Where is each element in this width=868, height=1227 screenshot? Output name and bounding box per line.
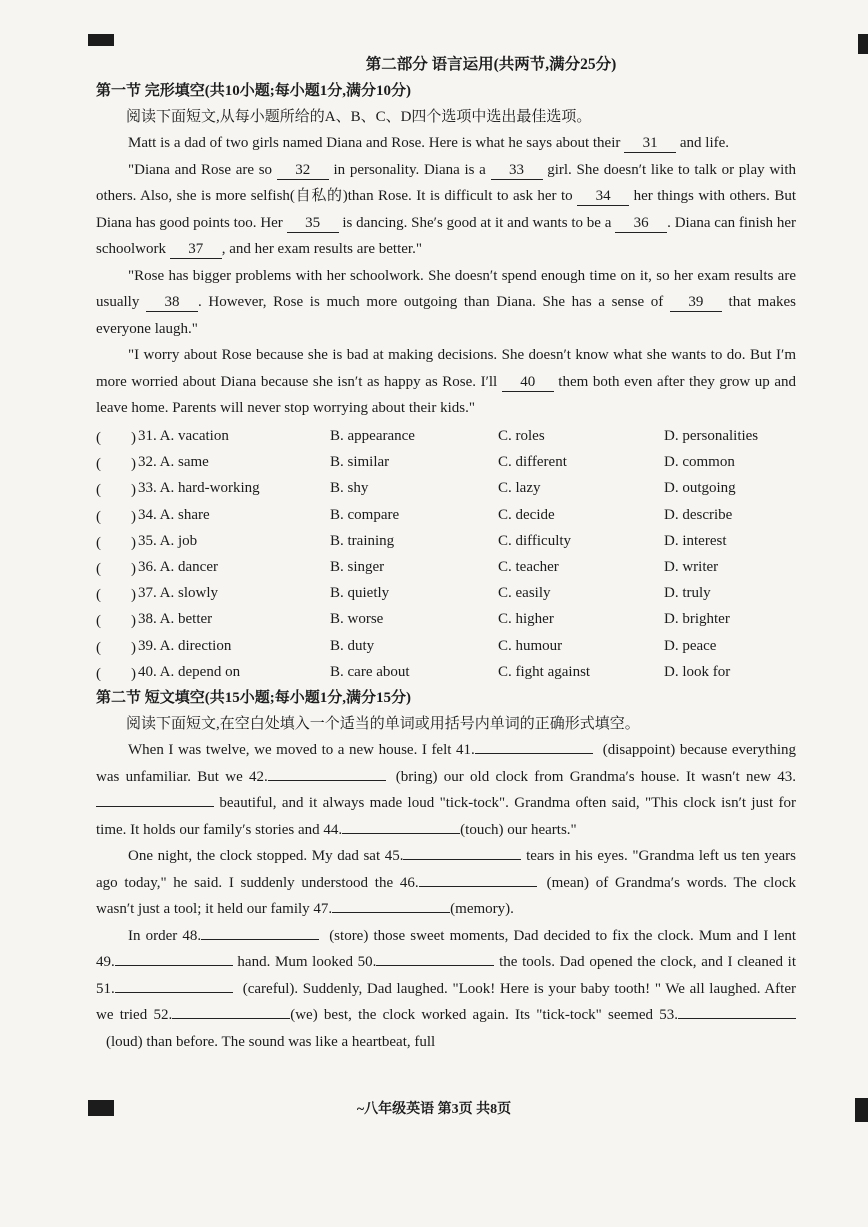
option-c: C. different [498, 454, 567, 471]
text-run: One night, the clock stopped. My dad sat 45. [128, 848, 404, 865]
answer-paren[interactable]: ( ) [96, 534, 136, 551]
option-row [96, 581, 796, 607]
blank-33[interactable]: 33 [491, 161, 543, 180]
option-row [96, 554, 796, 580]
text-run: our old clock from Grandma′s house. It wasn′t new 43. [437, 768, 796, 785]
hint-44: (touch) [460, 821, 504, 838]
blank-47[interactable] [332, 912, 450, 913]
option-d: D. common [664, 454, 735, 471]
blank-39[interactable]: 39 [670, 293, 722, 312]
text-run: When I was twelve, we moved to a new house. I felt 41. [128, 742, 475, 759]
text-run: . Diana can finish her schoolwork [96, 214, 796, 257]
section1-instruction: 阅读下面短文,从每小题所给的A、B、C、D四个选项中选出最佳选项。 [126, 109, 592, 125]
option-a: 36. A. dancer [138, 559, 218, 576]
option-d: D. describe [664, 506, 733, 523]
text-run: "Rose has bigger problems with her schoolwork. She doesn′t spend enough time on it, so her exam results are usually [96, 267, 796, 310]
option-a: 39. A. direction [138, 637, 232, 654]
option-row [96, 450, 796, 476]
blank-35[interactable]: 35 [287, 214, 339, 233]
text-run: . [510, 901, 514, 918]
option-d: D. peace [664, 637, 717, 654]
blank-34[interactable]: 34 [577, 187, 629, 206]
option-d: D. interest [664, 532, 727, 549]
blank-44[interactable] [342, 833, 460, 834]
option-a: 38. A. better [138, 611, 213, 628]
text-run: is dancing. She′s good at it and wants to be a [338, 214, 616, 231]
blank-31[interactable]: 31 [624, 134, 676, 153]
hint-46: (mean) [546, 874, 590, 891]
cloze-paragraph [96, 342, 796, 422]
answer-paren[interactable]: ( ) [96, 456, 136, 473]
text-run: , and her exam results are better." [221, 241, 422, 257]
cloze-paragraph [96, 130, 796, 157]
text-run: . However, Rose is much more outgoing than Diana. She has a sense of [197, 294, 670, 310]
option-b: B. duty [330, 637, 375, 654]
option-a: 40. A. depend on [138, 663, 241, 680]
option-c: C. roles [498, 428, 545, 445]
section1-title: 第一节 完形填空(共10小题;每小题1分,满分10分) [96, 83, 411, 99]
text-run: in personality. Diana is a [328, 161, 491, 178]
option-row [96, 502, 796, 528]
option-c: C. humour [498, 637, 563, 654]
text-run: In order 48. [128, 927, 202, 944]
option-c: C. fight against [498, 663, 591, 680]
option-c: C. easily [498, 585, 551, 602]
option-c: C. lazy [498, 480, 541, 497]
section2-instruction: 阅读下面短文,在空白处填入一个适当的单词或用括号内单词的正确形式填空。 [126, 716, 640, 733]
cloze-paragraph [96, 263, 796, 343]
page-footer: ~八年级英语 第3页 共8页 [356, 1102, 512, 1117]
blank-50[interactable] [376, 965, 494, 966]
answer-paren[interactable]: ( ) [96, 482, 136, 499]
text-run: than before. The sound was like a heartbeat, full [142, 1033, 436, 1050]
option-d: D. brighter [664, 611, 730, 628]
option-b: B. shy [330, 480, 369, 497]
hint-47: (memory) [450, 901, 511, 918]
option-a: 37. A. slowly [138, 585, 219, 602]
text-run: of Grandma′s words. The clock wasn′t just a tool; it held our family 47. [96, 874, 797, 918]
text-run: our hearts." [503, 821, 577, 838]
blank-45[interactable] [403, 859, 521, 860]
option-d: D. personalities [664, 428, 759, 445]
option-a: 31. A. vacation [138, 428, 229, 445]
blank-32[interactable]: 32 [277, 161, 329, 180]
option-d: D. look for [664, 663, 731, 680]
hint-52: (we) [290, 1007, 318, 1024]
option-b: B. singer [330, 559, 385, 576]
option-d: D. writer [664, 559, 719, 576]
option-b: B. training [330, 532, 395, 549]
hint-53: (loud) [106, 1033, 143, 1050]
fill-paragraph [96, 923, 796, 1056]
blank-41[interactable] [475, 753, 593, 754]
answer-paren[interactable]: ( ) [96, 508, 136, 525]
blank-53[interactable] [678, 1018, 796, 1019]
text-run: hand. Mum looked 50. [232, 954, 377, 971]
option-row [96, 424, 796, 450]
blank-51[interactable] [115, 992, 233, 993]
text-run: because everything was unfamiliar. But we 42. [96, 742, 796, 785]
hint-41: (disappoint) [602, 742, 676, 759]
option-d: D. truly [664, 585, 711, 602]
hint-48: (store) [329, 927, 369, 944]
text-run: them both even after they grow up and leave home. Parents will never stop worrying about their kids." [96, 373, 796, 416]
answer-paren[interactable]: ( ) [96, 639, 136, 656]
options-table [96, 424, 796, 686]
option-c: C. teacher [498, 559, 559, 576]
blank-52[interactable] [172, 1018, 290, 1019]
text-run: tears in his eyes. "Grandma left us ten years ago today," he said. I suddenly understood the 46. [96, 848, 796, 891]
answer-paren[interactable]: ( ) [96, 665, 136, 682]
answer-paren[interactable]: ( ) [96, 587, 136, 604]
text-run: Matt is a dad of two girls named Diana and Rose. Here is what he says about their [128, 135, 625, 151]
option-c: C. higher [498, 611, 554, 628]
text-run: "Diana and Rose are so [128, 161, 277, 178]
part-title: 第二部分 语言运用(共两节,满分25分) [365, 56, 617, 73]
hint-42: (bring) [395, 768, 438, 785]
blank-38[interactable]: 38 [146, 293, 198, 312]
scan-registration-mark [858, 34, 868, 54]
blank-36[interactable]: 36 [615, 214, 667, 233]
text-run: and life. [676, 135, 730, 151]
text-run: her things with others. But Diana has good points too. Her [96, 188, 796, 231]
hint-51: (careful) [242, 980, 295, 997]
option-row [96, 633, 796, 659]
blank-40[interactable]: 40 [502, 373, 554, 392]
answer-paren[interactable]: ( ) [96, 561, 136, 578]
blank-42[interactable] [268, 780, 386, 781]
text-run: that makes everyone laugh." [96, 294, 796, 337]
option-row [96, 607, 796, 633]
blank-37[interactable]: 37 [170, 240, 222, 259]
fill-paragraph [96, 737, 796, 843]
text-run: beautiful, and it always made loud "tick-tock". Grandma often said, "This clock isn′t just for time. It holds our family′s stories and 44. [96, 795, 796, 838]
option-c: C. difficulty [498, 532, 572, 549]
option-row [96, 659, 796, 685]
text-run: "I worry about Rose because she is bad at making decisions. She doesn′t know what she wants to do. But I′m more worried about Diana because she isn′t as happy as Rose. I′ll [96, 347, 796, 390]
blank-43[interactable] [96, 806, 214, 807]
option-b: B. care about [330, 663, 410, 680]
blank-48[interactable] [201, 939, 319, 940]
option-b: B. appearance [330, 428, 415, 445]
option-a: 33. A. hard-working [138, 480, 260, 497]
option-row [96, 476, 796, 502]
option-b: B. compare [330, 506, 400, 523]
text-run: those sweet moments, Dad decided to fix the clock. Mum and I lent 49. [96, 927, 796, 971]
option-b: B. similar [330, 454, 390, 471]
option-d: D. outgoing [664, 480, 736, 497]
option-a: 34. A. share [138, 506, 210, 523]
blank-46[interactable] [419, 886, 537, 887]
section2-title: 第二节 短文填空(共15小题;每小题1分,满分15分) [96, 690, 411, 707]
text-run: girl. She doesn′t like to talk or play with others. Also, she is more selfish(自私的)than Rose. It is difficult to ask her to [96, 161, 796, 204]
text-run: the tools. Dad opened the clock, and I cleaned it 51. [96, 954, 796, 997]
scan-registration-mark [88, 34, 114, 46]
answer-paren[interactable]: ( ) [96, 430, 136, 447]
option-c: C. decide [498, 506, 555, 523]
cloze-paragraph [96, 157, 796, 263]
fill-paragraph [96, 843, 796, 923]
blank-49[interactable] [115, 965, 233, 966]
text-run: . Suddenly, Dad laughed. "Look! Here is your baby tooth! " We all laughed. After we tried 52. [96, 980, 796, 1024]
exam-page [96, 52, 796, 1055]
option-a: 32. A. same [138, 454, 209, 471]
option-row [96, 528, 796, 554]
answer-paren[interactable]: ( ) [96, 613, 136, 630]
option-b: B. worse [330, 611, 384, 628]
option-b: B. quietly [330, 585, 390, 602]
text-run: best, the clock worked again. Its "tick-tock" seemed 53. [317, 1007, 678, 1024]
option-a: 35. A. job [138, 532, 198, 549]
